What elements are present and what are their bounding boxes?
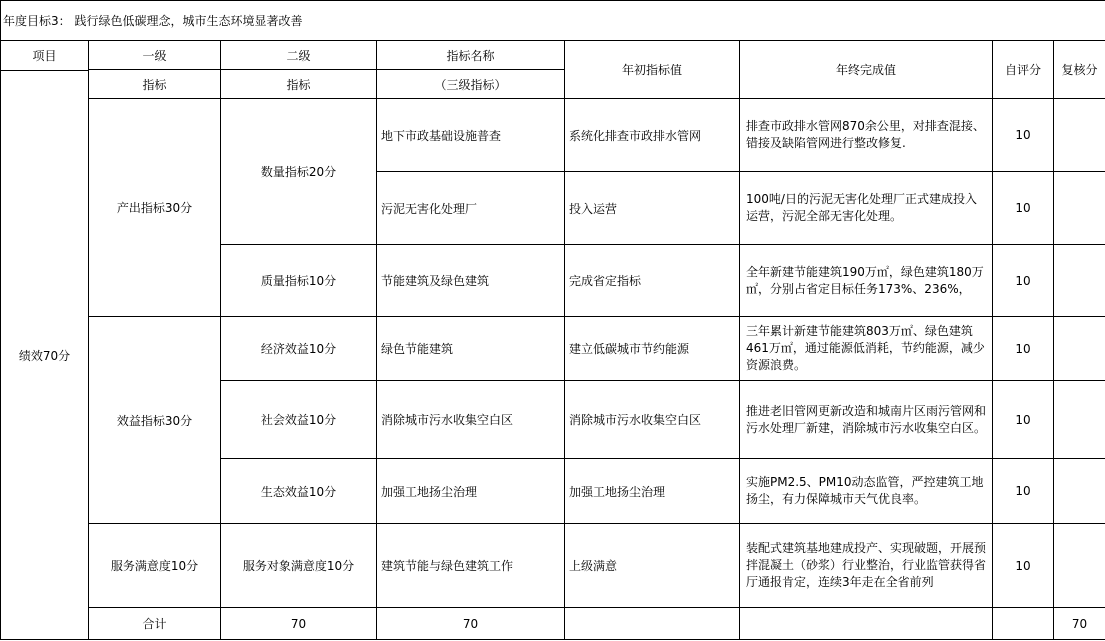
level2-service: 服务对象满意度10分	[221, 524, 377, 608]
level2-social: 社会效益10分	[221, 381, 377, 459]
table-title: 年度目标3： 践行绿色低碳理念，城市生态环境显著改善	[1, 1, 1105, 41]
final-value: 推进老旧管网更新改造和城南片区雨污管网和污水处理厂新建，消除城市污水收集空白区。	[740, 381, 993, 459]
final-value: 装配式建筑基地建成投产、实现破题，开展预拌混凝土（砂浆）行业整治，行业监管获得省厅通报肯定，连续3年走在全省前列	[740, 524, 993, 608]
review-score	[1054, 381, 1105, 459]
review-score	[1054, 524, 1105, 608]
initial-value: 加强工地扬尘治理	[565, 459, 740, 524]
project-cell: 绩效70分	[1, 71, 89, 640]
header-level1-bottom: 指标	[89, 70, 221, 99]
final-value: 实施PM2.5、PM10动态监管，严控建筑工地扬尘，有力保障城市天气优良率。	[740, 459, 993, 524]
initial-value: 投入运营	[565, 172, 740, 245]
indicator-name: 建筑节能与绿色建筑工作	[377, 524, 565, 608]
level2-economic: 经济效益10分	[221, 317, 377, 381]
header-project: 项目	[1, 41, 89, 71]
initial-value: 消除城市污水收集空白区	[565, 381, 740, 459]
total-final-empty	[993, 608, 1054, 640]
indicator-name: 污泥无害化处理厂	[377, 172, 565, 245]
total-self-score: 70	[1054, 608, 1105, 640]
review-score	[1054, 317, 1105, 381]
final-value: 100吨/日的污泥无害化处理厂正式建成投入运营，污泥全部无害化处理。	[740, 172, 993, 245]
review-score	[1054, 99, 1105, 172]
level1-satisfaction: 服务满意度10分	[89, 524, 221, 608]
self-score: 10	[993, 459, 1054, 524]
total-name-empty	[565, 608, 740, 640]
level2-quality: 质量指标10分	[221, 245, 377, 317]
initial-value: 上级满意	[565, 524, 740, 608]
header-final: 年终完成值	[740, 41, 993, 99]
level2-ecological: 生态效益10分	[221, 459, 377, 524]
indicator-name: 加强工地扬尘治理	[377, 459, 565, 524]
header-level2-bottom: 指标	[221, 70, 377, 99]
total-level1: 70	[221, 608, 377, 640]
final-value: 排查市政排水管网870余公里，对排查混接、错接及缺陷管网进行整改修复.	[740, 99, 993, 172]
self-score: 10	[993, 317, 1054, 381]
header-level1-top: 一级	[89, 41, 221, 70]
initial-value: 系统化排查市政排水管网	[565, 99, 740, 172]
indicator-name: 绿色节能建筑	[377, 317, 565, 381]
initial-value: 建立低碳城市节约能源	[565, 317, 740, 381]
level1-benefit: 效益指标30分	[89, 317, 221, 524]
final-value: 三年累计新建节能建筑803万㎡、绿色建筑461万㎡，通过能源低消耗，节约能源，减少资源浪费。	[740, 317, 993, 381]
self-score: 10	[993, 245, 1054, 317]
header-name-bottom: （三级指标）	[377, 70, 565, 99]
initial-value: 完成省定指标	[565, 245, 740, 317]
header-review-score: 复核分	[1054, 41, 1105, 99]
total-label: 合计	[89, 608, 221, 640]
self-score: 10	[993, 524, 1054, 608]
header-self-score: 自评分	[993, 41, 1054, 99]
review-score	[1054, 459, 1105, 524]
self-score: 10	[993, 172, 1054, 245]
total-level2: 70	[377, 608, 565, 640]
header-level2-top: 二级	[221, 41, 377, 70]
review-score	[1054, 172, 1105, 245]
review-score	[1054, 245, 1105, 317]
header-initial: 年初指标值	[565, 41, 740, 99]
final-value: 全年新建节能建筑190万㎡，绿色建筑180万㎡，分别占省定目标任务173%、236%，	[740, 245, 993, 317]
level2-quantity: 数量指标20分	[221, 99, 377, 245]
indicator-name: 地下市政基础设施普查	[377, 99, 565, 172]
level1-output: 产出指标30分	[89, 99, 221, 317]
self-score: 10	[993, 99, 1054, 172]
indicator-name: 节能建筑及绿色建筑	[377, 245, 565, 317]
indicator-name: 消除城市污水收集空白区	[377, 381, 565, 459]
self-score: 10	[993, 381, 1054, 459]
total-initial-empty	[740, 608, 993, 640]
header-name-top: 指标名称	[377, 41, 565, 70]
